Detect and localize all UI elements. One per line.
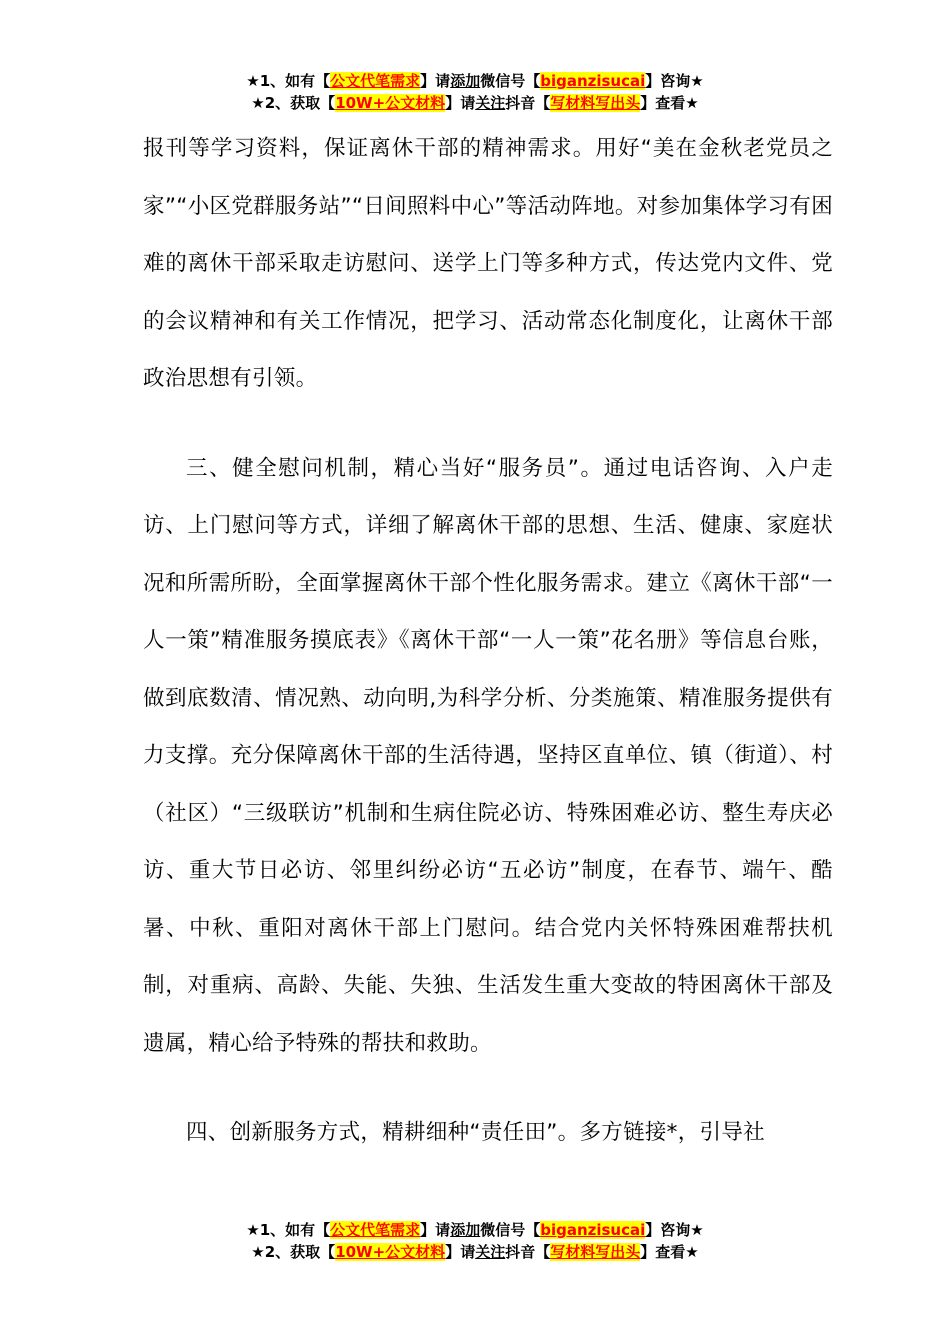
footer-banner	[0, 1219, 950, 1263]
highlight-materials: 10W+公文材料	[335, 1243, 446, 1261]
banner-line-2: ★2、获取【10W+公文材料】请关注抖音【写材料写出头】查看★	[251, 1243, 699, 1261]
banner-line-1: ★1、如有【公文代笔需求】请添加微信号【biganzisucai】咨询★	[246, 72, 704, 90]
highlight-wechat-id: biganzisucai	[540, 72, 646, 90]
highlight-service: 公文代笔需求	[330, 1221, 421, 1239]
highlight-materials: 10W+公文材料	[335, 94, 446, 112]
paragraph-continued: 报刊等学习资料，保证离休干部的精神需求。用好“美在金秋老党员之家”“小区党群服务站”“日间照料中心”等活动阵地。对参加集体学习有困难的离休干部采取走访慰问、送学上门等多种方式，传达党内文件、党的会议精神和有关工作情况，把学习、活动常态化制度化，让离休干部政治思想有引领。	[143, 136, 833, 391]
highlight-douyin-account: 写材料写出头	[550, 1243, 641, 1261]
document-body	[143, 120, 833, 1162]
paragraph-section-three: 三、健全慰问机制，精心当好“服务员”。通过电话咨询、入户走访、上门慰问等方式，详细了解离休干部的思想、生活、健康、家庭状况和所需所盼，全面掌握离休干部个性化服务需求。建立《离休干部“一人一策”精准服务摸底表》《离休干部“一人一策”花名册》等信息台账，做到底数清、情况熟、动向明,为科学分析、分类施策、精准服务提供有力支撑。充分保障离休干部的生活待遇，坚持区直单位、镇（街道）、村（社区）“三级联访”机制和生病住院必访、特殊困难必访、整生寿庆必访、重大节日必访、邻里纠纷必访“五必访”制度，在春节、端午、酷暑、中秋、重阳对离休干部上门慰问。结合党内关怀特殊困难帮扶机制，对重病、高龄、失能、失独、生活发生重大变故的特困离休干部及遗属，精心给予特殊的帮扶和救助。	[143, 455, 833, 1056]
paragraph-section-four: 四、创新服务方式，精耕细种“责任田”。多方链接*，引导社	[186, 1120, 765, 1145]
banner-line-1: ★1、如有【公文代笔需求】请添加微信号【biganzisucai】咨询★	[246, 1221, 704, 1239]
banner-line-2: ★2、获取【10W+公文材料】请关注抖音【写材料写出头】查看★	[251, 94, 699, 112]
highlight-wechat-id: biganzisucai	[540, 1221, 646, 1239]
header-banner	[0, 70, 950, 114]
highlight-service: 公文代笔需求	[330, 72, 421, 90]
highlight-douyin-account: 写材料写出头	[550, 94, 641, 112]
